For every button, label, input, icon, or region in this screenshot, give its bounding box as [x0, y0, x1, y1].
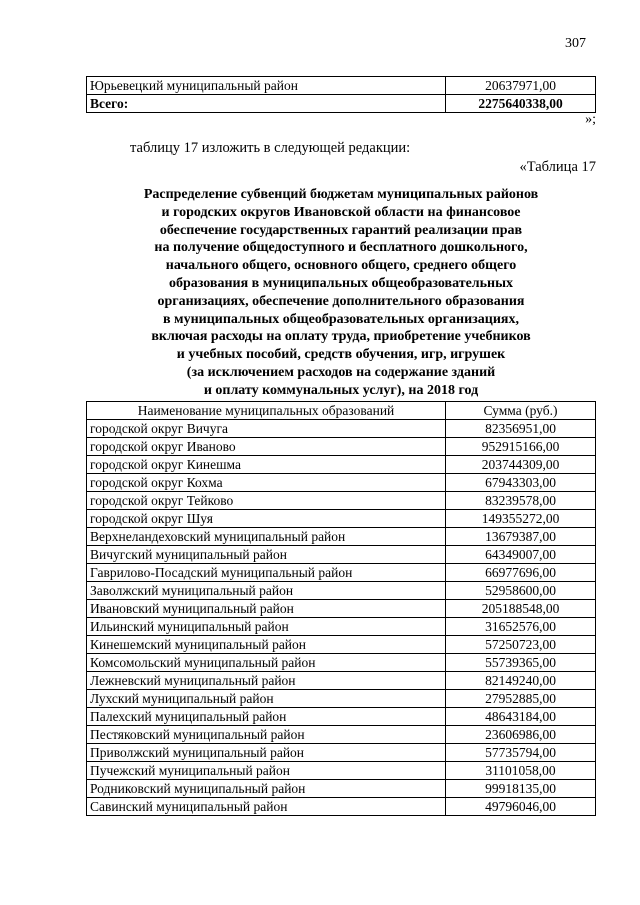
amount-value: 64349007,00 — [446, 546, 596, 564]
table-row — [87, 726, 596, 744]
table-row — [87, 744, 596, 762]
table-row — [87, 798, 596, 816]
page-number: 307 — [565, 36, 586, 51]
heading-line: на получение общедоступного и бесплатного дошкольного, — [154, 240, 528, 256]
table-row — [87, 456, 596, 474]
table-row — [87, 654, 596, 672]
amount-value: 23606986,00 — [446, 726, 596, 744]
header-row — [87, 402, 596, 420]
municipality-name: городской округ Вичуга — [87, 420, 446, 438]
intro-text: таблицу 17 изложить в следующей редакции: — [130, 140, 411, 156]
amount-value: 31101058,00 — [446, 762, 596, 780]
amount-value: 31652576,00 — [446, 618, 596, 636]
municipality-name: Верхнеландеховский муниципальный район — [87, 528, 446, 546]
amount-value: 57735794,00 — [446, 744, 596, 762]
amount-value: 2275640338,00 — [446, 95, 596, 113]
municipality-name: Лухский муниципальный район — [87, 690, 446, 708]
table-row — [87, 708, 596, 726]
amount-value: 83239578,00 — [446, 492, 596, 510]
amount-value: 49796046,00 — [446, 798, 596, 816]
table-row — [87, 564, 596, 582]
amount-value: 82356951,00 — [446, 420, 596, 438]
table-row — [87, 762, 596, 780]
amount-value: 55739365,00 — [446, 654, 596, 672]
table-row — [87, 510, 596, 528]
column-header-name: Наименование муниципальных образований — [87, 402, 446, 420]
table-row — [87, 636, 596, 654]
table-row — [87, 690, 596, 708]
table-row — [87, 780, 596, 798]
subventions-table-body — [87, 420, 596, 816]
total-row — [87, 95, 596, 113]
municipality-name: Юрьевецкий муниципальный район — [87, 77, 446, 95]
municipality-name: городской округ Кинешма — [87, 456, 446, 474]
amount-value: 82149240,00 — [446, 672, 596, 690]
previous-table — [86, 76, 596, 113]
table-row — [87, 420, 596, 438]
amount-value: 52958600,00 — [446, 582, 596, 600]
municipality-name: Кинешемский муниципальный район — [87, 636, 446, 654]
municipality-name: Палехский муниципальный район — [87, 708, 446, 726]
heading-line: организациях, обеспечение дополнительного образования — [157, 293, 525, 309]
municipality-name: Заволжский муниципальный район — [87, 582, 446, 600]
table-row — [87, 474, 596, 492]
column-header-sum: Сумма (руб.) — [446, 402, 596, 420]
municipality-name: Ильинский муниципальный район — [87, 618, 446, 636]
heading-line: образования в муниципальных общеобразовательных — [168, 275, 514, 291]
table-heading — [86, 186, 596, 400]
heading-line: начального общего, основного общего, среднего общего — [165, 258, 517, 274]
municipality-name: Всего: — [87, 95, 446, 113]
municipality-name: Лежневский муниципальный район — [87, 672, 446, 690]
table-row — [87, 77, 596, 95]
heading-line: включая расходы на оплату труда, приобретение учебников — [151, 329, 531, 345]
closing-quote: »; — [585, 112, 596, 127]
municipality-name: городской округ Тейково — [87, 492, 446, 510]
municipality-name: Комсомольский муниципальный район — [87, 654, 446, 672]
table-row — [87, 600, 596, 618]
amount-value: 149355272,00 — [446, 510, 596, 528]
heading-line: и учебных пособий, средств обучения, игр, игрушек — [176, 347, 506, 363]
municipality-name: городской округ Иваново — [87, 438, 446, 456]
amount-value: 20637971,00 — [446, 77, 596, 95]
heading-line: (за исключением расходов на содержание зданий — [186, 364, 496, 380]
amount-value: 48643184,00 — [446, 708, 596, 726]
municipality-name: Приволжский муниципальный район — [87, 744, 446, 762]
amount-value: 205188548,00 — [446, 600, 596, 618]
amount-value: 99918135,00 — [446, 780, 596, 798]
heading-line: Распределение субвенций бюджетам муниципальных районов — [143, 187, 539, 202]
table-label: «Таблица 17 — [519, 159, 596, 175]
municipality-name: Пучежский муниципальный район — [87, 762, 446, 780]
table-row — [87, 546, 596, 564]
amount-value: 27952885,00 — [446, 690, 596, 708]
municipality-name: Ивановский муниципальный район — [87, 600, 446, 618]
amount-value: 13679387,00 — [446, 528, 596, 546]
table-row — [87, 492, 596, 510]
heading-line: в муниципальных общеобразовательных организациях, — [163, 311, 519, 327]
table-row — [87, 438, 596, 456]
heading-line: и оплату коммунальных услуг), на 2018 год — [203, 382, 479, 398]
heading-line: обеспечение государственных гарантий реализации прав — [159, 222, 523, 238]
municipality-name: городской округ Кохма — [87, 474, 446, 492]
heading-line: и городских округов Ивановской области на финансовое — [161, 204, 521, 220]
amount-value: 57250723,00 — [446, 636, 596, 654]
amount-value: 203744309,00 — [446, 456, 596, 474]
table-row — [87, 618, 596, 636]
subventions-table — [86, 401, 596, 816]
amount-value: 952915166,00 — [446, 438, 596, 456]
table-row — [87, 528, 596, 546]
previous-table-body — [87, 77, 596, 113]
municipality-name: Савинский муниципальный район — [87, 798, 446, 816]
municipality-name: Гаврилово-Посадский муниципальный район — [87, 564, 446, 582]
municipality-name: Вичугский муниципальный район — [87, 546, 446, 564]
municipality-name: Родниковский муниципальный район — [87, 780, 446, 798]
amount-value: 67943303,00 — [446, 474, 596, 492]
table-row — [87, 582, 596, 600]
municipality-name: Пестяковский муниципальный район — [87, 726, 446, 744]
amount-value: 66977696,00 — [446, 564, 596, 582]
municipality-name: городской округ Шуя — [87, 510, 446, 528]
table-row — [87, 672, 596, 690]
